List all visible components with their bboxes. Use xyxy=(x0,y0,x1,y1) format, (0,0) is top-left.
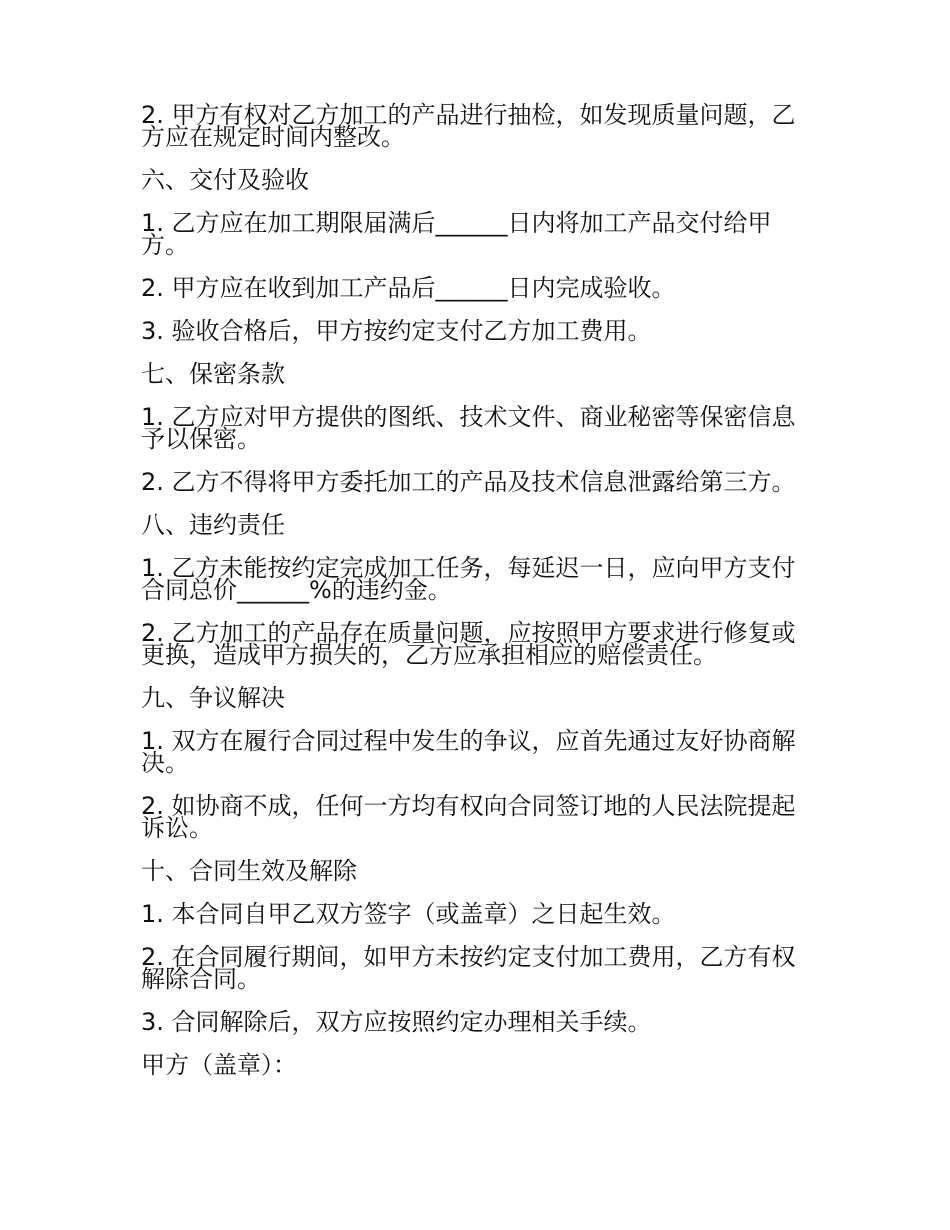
section-heading-liability: 八、违约责任 xyxy=(141,511,285,539)
clause-8-2: 2. 乙方加工的产品存在质量问题，应按照甲方要求进行修复或更换，造成甲方损失的，乙方应承担相应的赔偿责任。 xyxy=(141,619,796,669)
section-heading-delivery: 六、交付及验收 xyxy=(141,166,309,194)
document-body xyxy=(141,101,801,1097)
clause-6-1: 1. 乙方应在加工期限届满后______日内将加工产品交付给甲方。 xyxy=(141,209,772,259)
clause-9-1: 1. 双方在履行合同过程中发生的争议，应首先通过友好协商解决。 xyxy=(141,727,796,777)
clause-10-1: 1. 本合同自甲乙双方签字（或盖章）之日起生效。 xyxy=(141,900,676,928)
clause-8-1: 1. 乙方未能按约定完成加工任务，每延迟一日，应向甲方支付合同总价______%的违约金。 xyxy=(141,554,796,604)
clause-9-2: 2. 如协商不成，任何一方均有权向合同签订地的人民法院提起诉讼。 xyxy=(141,792,796,842)
section-heading-confidentiality: 七、保密条款 xyxy=(141,360,285,388)
clause-7-1: 1. 乙方应对甲方提供的图纸、技术文件、商业秘密等保密信息予以保密。 xyxy=(141,403,796,453)
section-heading-effect: 十、合同生效及解除 xyxy=(141,857,357,885)
party-a-seal-label: 甲方（盖章）： xyxy=(141,1051,297,1079)
clause-6-2: 2. 甲方应在收到加工产品后______日内完成验收。 xyxy=(141,274,676,302)
section-heading-dispute: 九、争议解决 xyxy=(141,684,285,712)
clause-10-2: 2. 在合同履行期间，如甲方未按约定支付加工费用，乙方有权解除合同。 xyxy=(141,943,796,993)
clause-7-2: 2. 乙方不得将甲方委托加工的产品及技术信息泄露给第三方。 xyxy=(141,468,796,496)
clause-6-3: 3. 验收合格后，甲方按约定支付乙方加工费用。 xyxy=(141,317,652,345)
clause-5-2: 2. 甲方有权对乙方加工的产品进行抽检，如发现质量问题，乙方应在规定时间内整改。 xyxy=(141,101,796,151)
clause-10-3: 3. 合同解除后，双方应按照约定办理相关手续。 xyxy=(141,1008,652,1036)
